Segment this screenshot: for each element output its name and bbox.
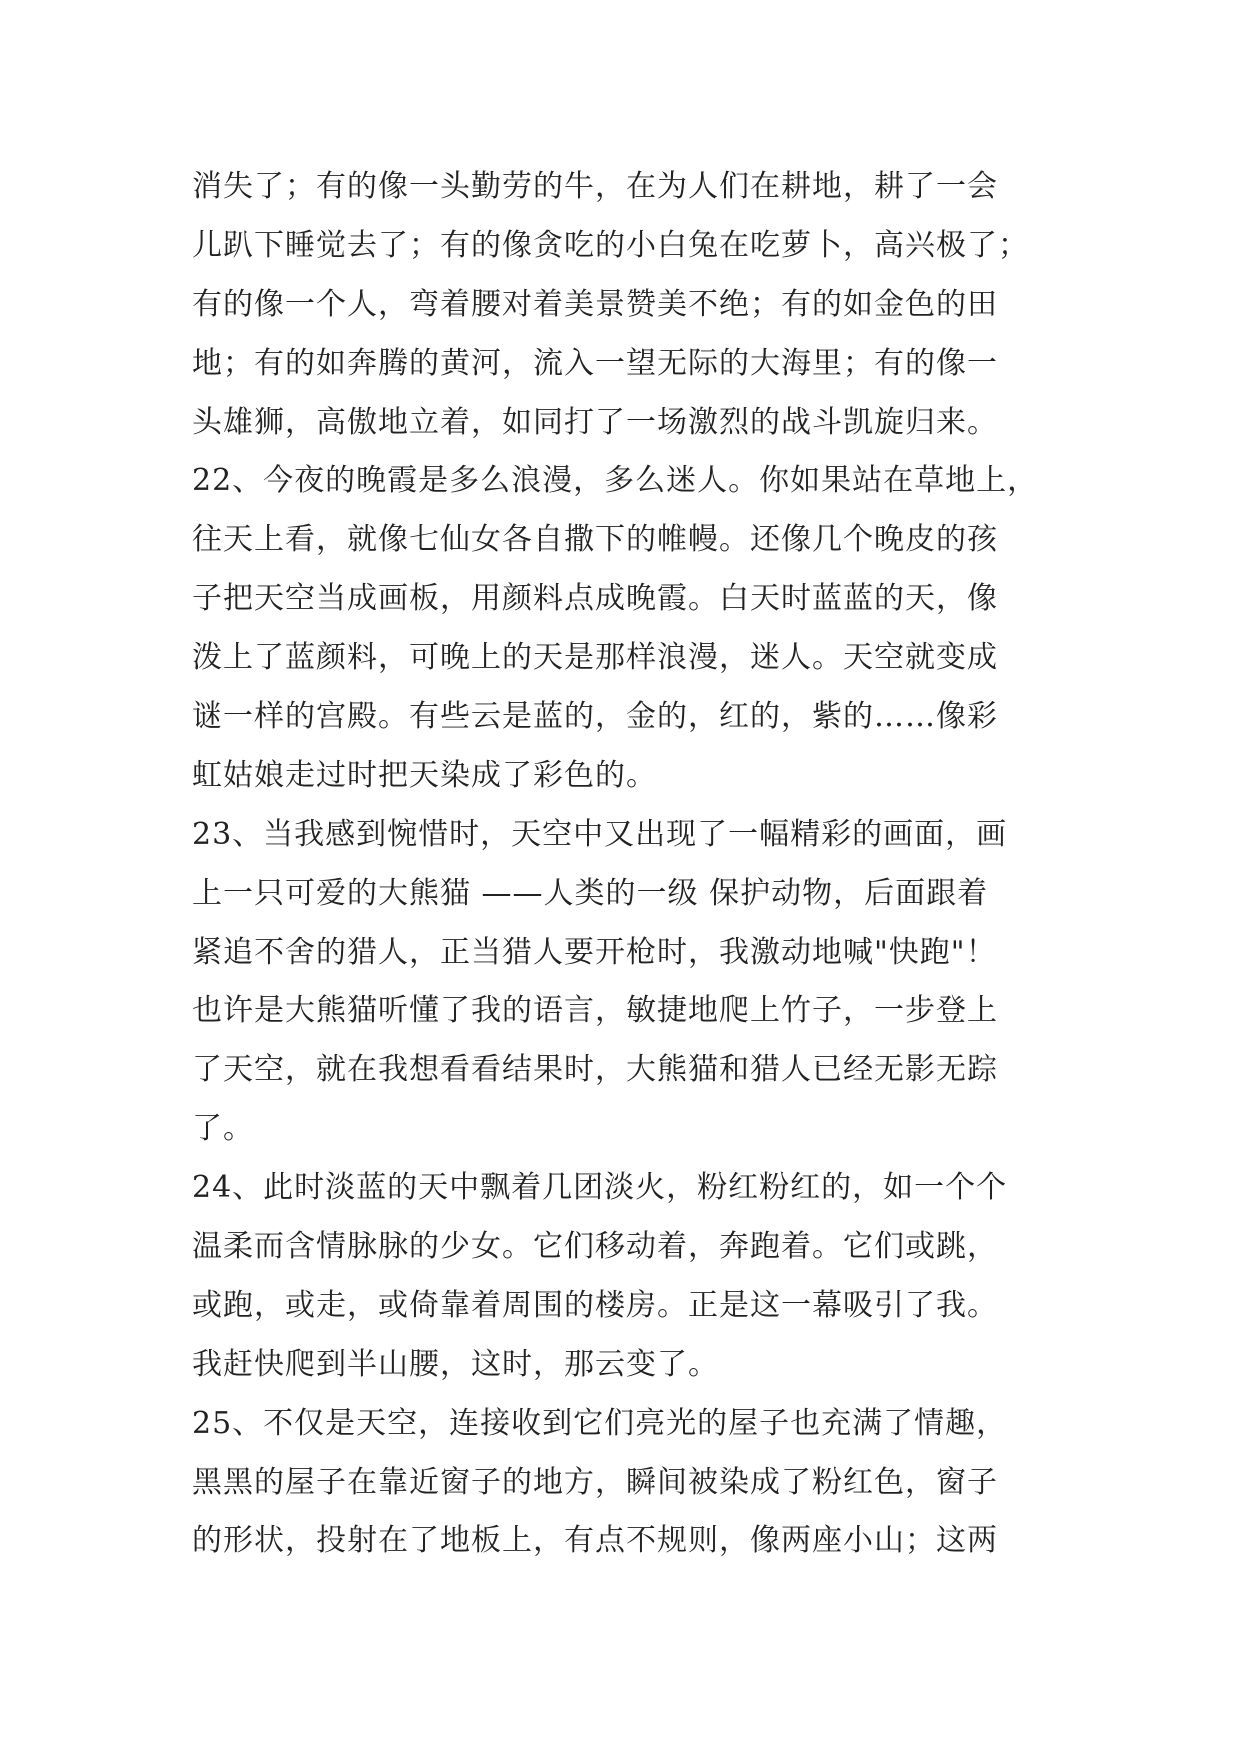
text-line: 上一只可爱的大熊猫 ——人类的一级 保护动物，后面跟着 — [192, 875, 989, 911]
text-line: 了。 — [192, 1111, 254, 1147]
body-text — [192, 158, 1072, 1571]
text-line: 谜一样的宫殿。有些云是蓝的，金的，红的，紫的……像彩 — [192, 699, 998, 735]
text-line: 23、当我感到惋惜时，天空中又出现了一幅精彩的画面，画 — [192, 816, 1008, 852]
text-line: 温柔而含情脉脉的少女。它们移动着，奔跑着。它们或跳， — [192, 1229, 998, 1265]
text-line: 紧追不舍的猎人，正当猎人要开枪时，我激动地喊"快跑"！ — [192, 934, 997, 970]
text-line: 有的像一个人，弯着腰对着美景赞美不绝；有的如金色的田 — [192, 286, 998, 322]
text-line: 的形状，投射在了地板上，有点不规则，像两座小山；这两 — [192, 1523, 998, 1559]
text-line: 或跑，或走，或倚靠着周围的楼房。正是这一幕吸引了我。 — [192, 1287, 998, 1323]
text-line: 了天空，就在我想看看结果时，大熊猫和猎人已经无影无踪 — [192, 1052, 998, 1088]
text-line: 25、不仅是天空，连接收到它们亮光的屋子也充满了情趣， — [192, 1405, 1008, 1441]
text-line: 子把天空当成画板，用颜料点成晚霞。白天时蓝蓝的天，像 — [192, 581, 998, 617]
text-line: 也许是大熊猫听懂了我的语言，敏捷地爬上竹子，一步登上 — [192, 993, 998, 1029]
text-line: 24、此时淡蓝的天中飘着几团淡火，粉红粉红的，如一个个 — [192, 1170, 1008, 1206]
text-line: 头雄狮，高傲地立着，如同打了一场激烈的战斗凯旋归来。 — [192, 404, 998, 440]
text-line: 我赶快爬到半山腰，这时，那云变了。 — [192, 1346, 719, 1382]
text-line: 虹姑娘走过时把天染成了彩色的。 — [192, 757, 657, 793]
text-line: 22、今夜的晚霞是多么浪漫，多么迷人。你如果站在草地上， — [192, 463, 1039, 499]
text-line: 泼上了蓝颜料，可晚上的天是那样浪漫，迷人。天空就变成 — [192, 640, 998, 676]
text-line: 黑黑的屋子在靠近窗子的地方，瞬间被染成了粉红色，窗子 — [192, 1464, 998, 1500]
text-line: 消失了；有的像一头勤劳的牛，在为人们在耕地，耕了一会 — [192, 169, 998, 204]
text-line: 往天上看，就像七仙女各自撒下的帷幔。还像几个晚皮的孩 — [192, 522, 998, 558]
text-line: 地；有的如奔腾的黄河，流入一望无际的大海里；有的像一 — [192, 345, 998, 381]
text-line: 儿趴下睡觉去了；有的像贪吃的小白兔在吃萝卜，高兴极了； — [192, 227, 1029, 263]
